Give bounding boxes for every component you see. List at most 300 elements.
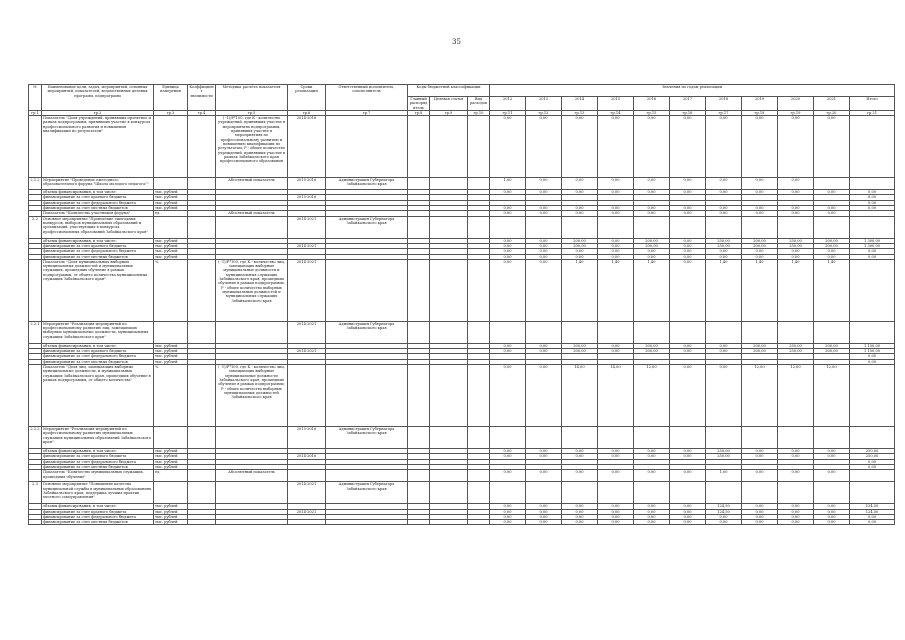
cell-value: 0,00: [670, 454, 706, 459]
cell-value: 0,00: [778, 190, 814, 195]
cell-value: [634, 482, 670, 504]
cell-value: 1,40: [778, 259, 814, 321]
cell-value: [706, 482, 742, 504]
cell-total: [850, 470, 895, 482]
cell-value: [490, 427, 526, 449]
cell-value: 0,00: [706, 190, 742, 195]
cell-value: 0,00: [598, 520, 634, 525]
header-year: 2018: [706, 97, 742, 111]
column-number-cell: гр.8: [408, 110, 430, 115]
cell-value: 0,00: [526, 243, 562, 248]
cell-total: 250,00: [850, 449, 895, 454]
cell-value: 0,00: [778, 514, 814, 519]
cell-total: [850, 259, 895, 321]
cell-c2: [430, 116, 468, 178]
cell-value: 1,00: [490, 178, 526, 190]
cell-value: 0,00: [814, 254, 850, 259]
cell-value: 0,00: [742, 116, 778, 178]
cell-value: 0,00: [598, 243, 634, 248]
cell-total: 0,00: [850, 249, 895, 254]
cell-term: 2015-2016: [288, 178, 326, 190]
cell-value: 0,00: [814, 520, 850, 525]
cell-value: 0,00: [706, 254, 742, 259]
cell-value: [526, 321, 562, 343]
cell-value: 0,00: [706, 178, 742, 190]
cell-total: 0,00: [850, 195, 895, 200]
cell-coef: [188, 520, 216, 525]
cell-value: 0,00: [562, 116, 598, 178]
cell-value: 250,00: [706, 238, 742, 243]
cell-unit: %: [154, 365, 188, 427]
cell-value: [814, 216, 850, 238]
cell-value: 0,00: [490, 243, 526, 248]
cell-value: [670, 482, 706, 504]
cell-value: 0,00: [706, 206, 742, 211]
cell-value: 0,00: [742, 211, 778, 216]
cell-value: 0,00: [742, 178, 778, 190]
cell-value: 0,00: [634, 254, 670, 259]
header-name: Наименование цели, задач, мероприятий, основных мероприятий, показателей, ведомственных целевых программ, подпрограмм: [42, 85, 154, 111]
header-method: Методика расчёта показателя: [216, 85, 288, 111]
cell-value: 0,00: [562, 449, 598, 454]
cell-value: 0,00: [526, 504, 562, 509]
cell-value: 0,00: [490, 349, 526, 354]
cell-name: финансирование за счет федерального бюджета: [42, 249, 154, 254]
cell-value: 1,40: [634, 259, 670, 321]
cell-value: 200,00: [814, 243, 850, 248]
header-year: 2015: [598, 97, 634, 111]
cell-value: 0,00: [526, 190, 562, 195]
cell-name: финансирование за счет федерального бюджета: [42, 200, 154, 205]
cell-value: [778, 427, 814, 449]
cell-c2: [430, 427, 468, 449]
cell-unit: тыс. рублей: [154, 514, 188, 519]
cell-exec: [326, 365, 408, 427]
column-number-cell: гр.18: [742, 110, 778, 115]
cell-term: 2015-2016: [288, 427, 326, 449]
cell-value: 0,00: [526, 349, 562, 354]
cell-value: 0,00: [526, 178, 562, 190]
cell-c3: [468, 482, 490, 504]
header-row: [29, 85, 895, 97]
table-row: [29, 178, 895, 190]
cell-value: 0,00: [706, 249, 742, 254]
cell-total: [850, 427, 895, 449]
cell-name: финансирование за счет краевого бюджета: [42, 349, 154, 354]
table-row: [29, 482, 895, 504]
cell-total: 250,00: [850, 454, 895, 459]
cell-name: Показатель "Доля учреждений, принявших проектное и рамках подпрограммы, принявших участие в конкурсах профессионального развития и повышения квалификации по результатам": [42, 116, 154, 178]
cell-value: [742, 427, 778, 449]
cell-value: 0,00: [742, 254, 778, 259]
cell-value: 0,00: [670, 238, 706, 243]
cell-value: 0,00: [742, 509, 778, 514]
cell-name: финансирование за счет федерального бюджета: [42, 354, 154, 359]
cell-term: [288, 520, 326, 525]
header-executor: Ответственный исполнитель, соисполнитель: [326, 85, 408, 111]
cell-coef: [188, 216, 216, 238]
cell-exec: Администрация Губернатора Забайкальского края: [326, 321, 408, 343]
column-number-cell: гр.5: [216, 110, 288, 115]
cell-value: 0,00: [634, 206, 670, 211]
cell-value: 0,00: [634, 116, 670, 178]
cell-term: 2014-2021: [288, 349, 326, 354]
cell-value: 0,00: [670, 449, 706, 454]
cell-value: 0,00: [598, 238, 634, 243]
cell-value: 250,00: [706, 454, 742, 459]
cell-value: [814, 427, 850, 449]
column-number-cell: гр.1: [29, 110, 42, 115]
cell-value: 0,00: [598, 343, 634, 348]
header-code: Главный распорядитель: [408, 97, 430, 111]
cell-value: [670, 427, 706, 449]
column-number-cell: гр.7: [326, 110, 408, 115]
cell-unit: тыс. рублей: [154, 254, 188, 259]
cell-term: 2015-2016: [288, 195, 326, 200]
cell-value: 1,40: [742, 259, 778, 321]
cell-total: 124,50: [850, 509, 895, 514]
cell-value: 0,00: [490, 509, 526, 514]
cell-total: [850, 116, 895, 178]
cell-name: финансирование за счет местных бюджетов: [42, 206, 154, 211]
cell-value: 0,00: [634, 454, 670, 459]
cell-value: [742, 216, 778, 238]
cell-no: 2.3: [29, 482, 42, 504]
cell-value: 0,00: [778, 249, 814, 254]
cell-value: 0,00: [526, 259, 562, 321]
cell-value: [814, 482, 850, 504]
cell-unit: [154, 482, 188, 504]
cell-no: 2.2: [29, 216, 42, 238]
cell-total: 0,00: [850, 190, 895, 195]
header-year: 2012: [490, 97, 526, 111]
cell-method: Абсолютный показатель: [216, 211, 288, 216]
column-number-cell: гр.2: [42, 110, 154, 115]
cell-value: 0,00: [526, 238, 562, 243]
cell-exec: [326, 259, 408, 321]
cell-value: 0,00: [706, 520, 742, 525]
cell-total: 0,00: [850, 514, 895, 519]
cell-value: 0,00: [670, 190, 706, 195]
cell-value: 0,00: [634, 178, 670, 190]
header-term: Сроки реализации: [288, 85, 326, 111]
column-number-cell: гр.15: [634, 110, 670, 115]
cell-c2: [430, 520, 468, 525]
cell-value: 0,00: [778, 520, 814, 525]
cell-value: 0,00: [526, 449, 562, 454]
cell-method: Абсолютный показатель: [216, 178, 288, 190]
cell-total: 1 300,00: [850, 243, 895, 248]
cell-unit: тыс. рублей: [154, 195, 188, 200]
cell-c1: [408, 470, 430, 482]
cell-value: 0,00: [598, 190, 634, 195]
cell-value: 0,00: [670, 509, 706, 514]
header-year: 2014: [562, 97, 598, 111]
cell-value: 0,00: [778, 206, 814, 211]
cell-unit: тыс. рублей: [154, 343, 188, 348]
cell-value: 0,00: [670, 254, 706, 259]
cell-value: 0,00: [526, 470, 562, 482]
cell-coef: [188, 470, 216, 482]
cell-value: 0,00: [526, 520, 562, 525]
cell-no: 2.2.2: [29, 427, 42, 449]
cell-value: 0,00: [490, 190, 526, 195]
cell-value: [634, 216, 670, 238]
cell-value: 0,00: [778, 116, 814, 178]
cell-value: 250,00: [706, 449, 742, 454]
cell-no: [29, 365, 42, 427]
cell-term: 2014-2018: [288, 116, 326, 178]
cell-name: Показатель "Количество муниципальных служащих, прошедших обучение": [42, 470, 154, 482]
cell-value: 0,00: [670, 365, 706, 427]
program-table: [28, 84, 895, 525]
cell-value: 0,00: [526, 211, 562, 216]
cell-value: 0,00: [814, 116, 850, 178]
cell-value: 12,00: [634, 365, 670, 427]
cell-value: [670, 321, 706, 343]
cell-value: [778, 482, 814, 504]
cell-value: 0,00: [778, 454, 814, 459]
cell-value: 0,00: [490, 365, 526, 427]
header-year: 2021: [814, 97, 850, 111]
cell-value: 0,00: [598, 504, 634, 509]
cell-value: 0,00: [706, 116, 742, 178]
cell-coef: [188, 427, 216, 449]
cell-value: 200,00: [814, 349, 850, 354]
cell-unit: тыс. рублей: [154, 520, 188, 525]
cell-value: 200,00: [814, 343, 850, 348]
cell-unit: тыс. рублей: [154, 449, 188, 454]
cell-unit: тыс. рублей: [154, 354, 188, 359]
cell-c2: [430, 259, 468, 321]
cell-no: [29, 259, 42, 321]
cell-value: 0,00: [634, 249, 670, 254]
cell-value: 0,00: [814, 249, 850, 254]
cell-value: 0,00: [490, 206, 526, 211]
header-total: Итого: [850, 97, 895, 111]
cell-name: финансирование за счет краевого бюджета: [42, 454, 154, 459]
header-year: 2020: [778, 97, 814, 111]
cell-value: [598, 482, 634, 504]
cell-value: 0,00: [490, 514, 526, 519]
cell-value: 0,00: [598, 254, 634, 259]
cell-total: 0,00: [850, 520, 895, 525]
cell-value: 250,00: [706, 243, 742, 248]
cell-total: [850, 365, 895, 427]
header-code: Целевая статья: [430, 97, 468, 111]
cell-value: [490, 482, 526, 504]
cell-value: [742, 321, 778, 343]
cell-value: 0,00: [634, 190, 670, 195]
column-number-cell: гр.10: [468, 110, 490, 115]
cell-value: [562, 427, 598, 449]
cell-name: финансирование за счет местных бюджетов: [42, 520, 154, 525]
cell-value: 0,00: [598, 178, 634, 190]
cell-no: 2.1.2: [29, 178, 42, 190]
cell-coef: [188, 259, 216, 321]
table-row: [29, 321, 895, 343]
cell-name: финансирование за счет местных бюджетов: [42, 359, 154, 364]
cell-exec: Администрация Губернатора Забайкальского края: [326, 178, 408, 190]
cell-value: [490, 216, 526, 238]
table-row: [29, 259, 895, 321]
cell-value: 0,00: [814, 470, 850, 482]
cell-no: [29, 520, 42, 525]
table-row: [29, 216, 895, 238]
cell-total: 0,00: [850, 459, 895, 464]
cell-value: 0,00: [742, 249, 778, 254]
cell-value: 250,00: [778, 238, 814, 243]
cell-value: 200,00: [562, 243, 598, 248]
table-body: [29, 116, 895, 525]
cell-value: 1,40: [706, 259, 742, 321]
cell-value: 0,00: [634, 509, 670, 514]
cell-value: 0,00: [526, 249, 562, 254]
table-row: [29, 470, 895, 482]
column-number-cell: гр.11: [490, 110, 526, 115]
cell-method: ( -1)/P*100, где К - количество лиц, замещающих выборные муниципальные должности и муниципальных служащих Забайкальского края, прошедших обучение в рамках подпрограммы; Р - общее количество выборных муниципальных должностей и муниципальных служащих Забайкальского края: [216, 259, 288, 321]
cell-name: финансирование за счет местных бюджетов: [42, 464, 154, 469]
cell-unit: тыс. рублей: [154, 454, 188, 459]
cell-value: 0,00: [490, 116, 526, 178]
cell-c1: [408, 259, 430, 321]
cell-no: 2.2.1: [29, 321, 42, 343]
header-unit: Единица измерения: [154, 85, 188, 111]
cell-name: Основное мероприятие "Проведение ежегодных конкурсов, выборов муниципальных образований и организаций, участвующих в конкурсах профессиональных образований Забайкальского края": [42, 216, 154, 238]
cell-value: 0,00: [634, 520, 670, 525]
cell-c1: [408, 321, 430, 343]
cell-value: 0,00: [742, 449, 778, 454]
cell-total: [850, 321, 895, 343]
cell-method: ( -1)/P*100, где К - количество лиц, замещающих выборные муниципальные должности Забайкальского края, прошедших обучение в рамках подпрограммы; Р - общее количество выборных муниципальных должностей Забайкальского края: [216, 365, 288, 427]
cell-total: 0,00: [850, 206, 895, 211]
cell-value: 0,00: [814, 206, 850, 211]
cell-value: 0,00: [490, 520, 526, 525]
cell-value: 0,00: [490, 254, 526, 259]
cell-total: 0,00: [850, 200, 895, 205]
cell-total: 0,00: [850, 254, 895, 259]
cell-value: 0,00: [670, 116, 706, 178]
cell-value: 0,00: [778, 254, 814, 259]
cell-value: 0,00: [670, 504, 706, 509]
cell-value: 200,00: [562, 238, 598, 243]
cell-value: 0,00: [814, 211, 850, 216]
cell-term: 2014-2021: [288, 482, 326, 504]
cell-value: [598, 321, 634, 343]
cell-value: 0,00: [670, 206, 706, 211]
header-year: 2019: [742, 97, 778, 111]
cell-value: 0,00: [814, 504, 850, 509]
cell-value: 0,00: [778, 211, 814, 216]
header-code: Вид расходов: [468, 97, 490, 111]
cell-unit: %: [154, 259, 188, 321]
cell-c3: [468, 116, 490, 178]
cell-exec: Администрация Губернатора Забайкальского края: [326, 427, 408, 449]
cell-value: 0,00: [598, 349, 634, 354]
cell-method: [216, 216, 288, 238]
cell-value: 0,00: [562, 509, 598, 514]
cell-term: 2014-2016: [288, 454, 326, 459]
column-number-cell: гр.6: [288, 110, 326, 115]
cell-method: [216, 321, 288, 343]
cell-value: [814, 178, 850, 190]
header-values-group: Значения по годам реализации: [490, 85, 895, 97]
cell-value: 0,00: [598, 454, 634, 459]
cell-value: 0,00: [778, 449, 814, 454]
cell-value: 200,00: [562, 343, 598, 348]
cell-value: 200,00: [634, 243, 670, 248]
cell-value: 0,00: [562, 178, 598, 190]
cell-name: Мероприятие "Реализация мероприятий по профессиональному развитию муниципальных служащих муниципальных образований Забайкальского края": [42, 427, 154, 449]
cell-value: 200,00: [634, 343, 670, 348]
cell-value: 250,00: [778, 343, 814, 348]
cell-exec: [326, 116, 408, 178]
cell-value: 0,00: [598, 449, 634, 454]
cell-value: 250,00: [778, 349, 814, 354]
cell-total: 0,00: [850, 354, 895, 359]
cell-value: 12,00: [742, 365, 778, 427]
cell-value: 0,00: [526, 116, 562, 178]
column-number-cell: гр.4: [188, 110, 216, 115]
cell-value: 0,00: [598, 514, 634, 519]
cell-value: 0,00: [562, 504, 598, 509]
cell-value: 0,00: [670, 211, 706, 216]
cell-value: 0,00: [526, 254, 562, 259]
cell-exec: Администрация Губернатора Забайкальского края: [326, 482, 408, 504]
cell-value: 200,00: [742, 349, 778, 354]
cell-value: 0,00: [562, 249, 598, 254]
cell-name: финансирование за счет местных бюджетов: [42, 254, 154, 259]
cell-c2: [430, 482, 468, 504]
cell-value: 0,00: [490, 343, 526, 348]
table-row: [29, 365, 895, 427]
cell-value: 0,00: [778, 470, 814, 482]
cell-value: 0,00: [562, 206, 598, 211]
cell-name: объемы финансирования, в том числе:: [42, 238, 154, 243]
cell-value: 0,00: [670, 259, 706, 321]
cell-method: [216, 520, 288, 525]
cell-name: Показатель "Доля лиц, замещающих выборные муниципальные должности, и муниципальных служащих Забайкальского края, прошедших обучение в рамках подпрограммы, от общего количества": [42, 365, 154, 427]
cell-term: [288, 470, 326, 482]
cell-unit: [154, 427, 188, 449]
cell-value: [562, 482, 598, 504]
cell-value: [562, 321, 598, 343]
cell-value: 0,00: [706, 514, 742, 519]
cell-c3: [468, 520, 490, 525]
cell-value: 0,00: [490, 504, 526, 509]
cell-name: финансирование за счет краевого бюджета: [42, 509, 154, 514]
cell-c3: [468, 259, 490, 321]
cell-unit: [154, 321, 188, 343]
cell-term: 2014-2021: [288, 509, 326, 514]
cell-value: 12,00: [778, 365, 814, 427]
cell-total: 1 300,00: [850, 238, 895, 243]
header-year: 2016: [634, 97, 670, 111]
cell-value: 0,00: [562, 254, 598, 259]
cell-exec: [326, 470, 408, 482]
cell-value: 0,00: [490, 238, 526, 243]
cell-value: [526, 482, 562, 504]
cell-value: 0,00: [598, 249, 634, 254]
cell-exec: [326, 520, 408, 525]
cell-unit: тыс. рублей: [154, 459, 188, 464]
cell-value: 0,00: [742, 514, 778, 519]
cell-value: [706, 427, 742, 449]
cell-c1: [408, 365, 430, 427]
cell-value: 0,00: [814, 514, 850, 519]
cell-total: 124,50: [850, 504, 895, 509]
header-year: 2017: [670, 97, 706, 111]
